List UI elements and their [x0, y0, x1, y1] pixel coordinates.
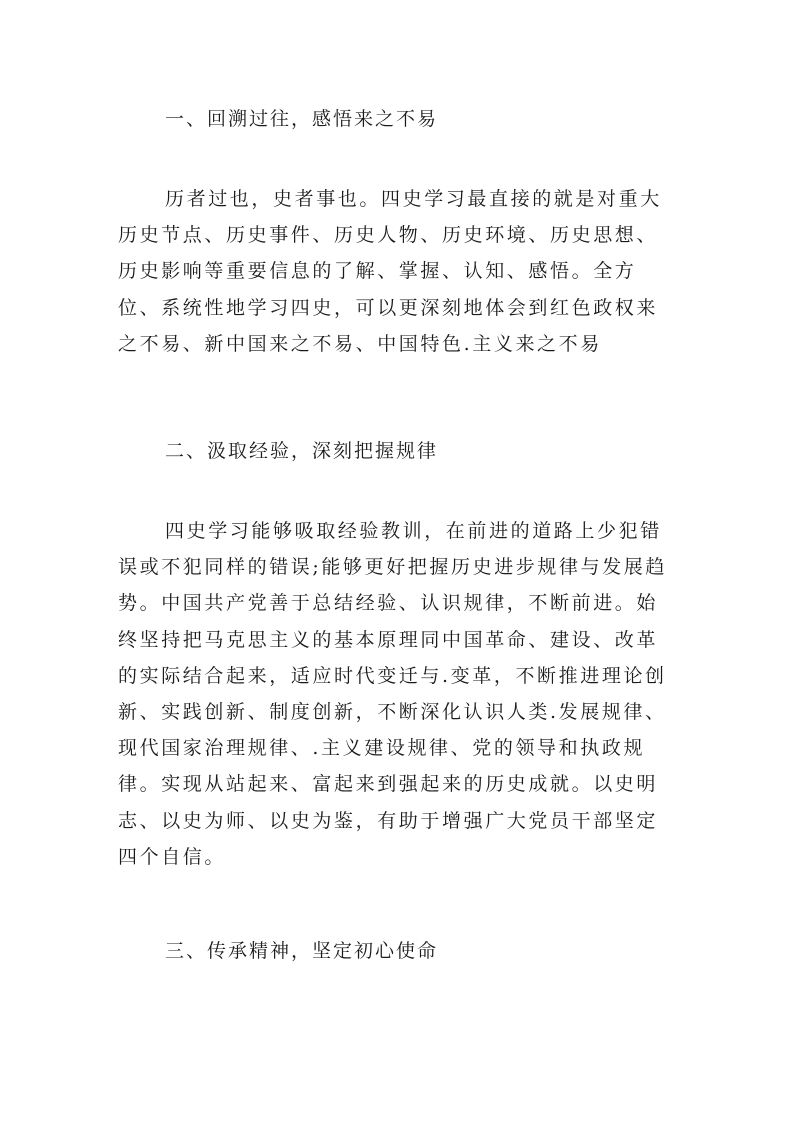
section-paragraph-1: 历者过也，史者事也。四史学习最直接的就是对重大历史节点、历史事件、历史人物、历史环境、历史思想、历史影响等重要信息的了解、掌握、认知、感悟。全方位、系统性地学习四史，可以更深刻地体会到红色政权来之不易、新中国来之不易、中国特色.主义来之不易 [118, 188, 662, 355]
section-heading-2: 二、汲取经验，深刻把握规律 [165, 440, 439, 462]
section-heading-1: 一、回溯过往，感悟来之不易 [165, 108, 439, 130]
section-paragraph-2: 四史学习能够吸取经验教训，在前进的道路上少犯错误或不犯同样的错误;能够更好把握历史进步规律与发展趋势。中国共产党善于总结经验、认识规律，不断前进。始终坚持把马克思主义的基本原理同中国革命、建设、改革的实际结合起来，适应时代变迁与.变革，不断推进理论创新、实践创新、制度创新，不断深化认识人类.发展规律、现代国家治理规律、.主义建设规律、党的领导和执政规律。实现从站起来、富起来到强起来的历史成就。以史明志、以史为师、以史为鉴，有助于增强广大党员干部坚定四个自信。 [118, 520, 668, 868]
section-heading-3: 三、传承精神，坚定初心使命 [165, 940, 439, 962]
